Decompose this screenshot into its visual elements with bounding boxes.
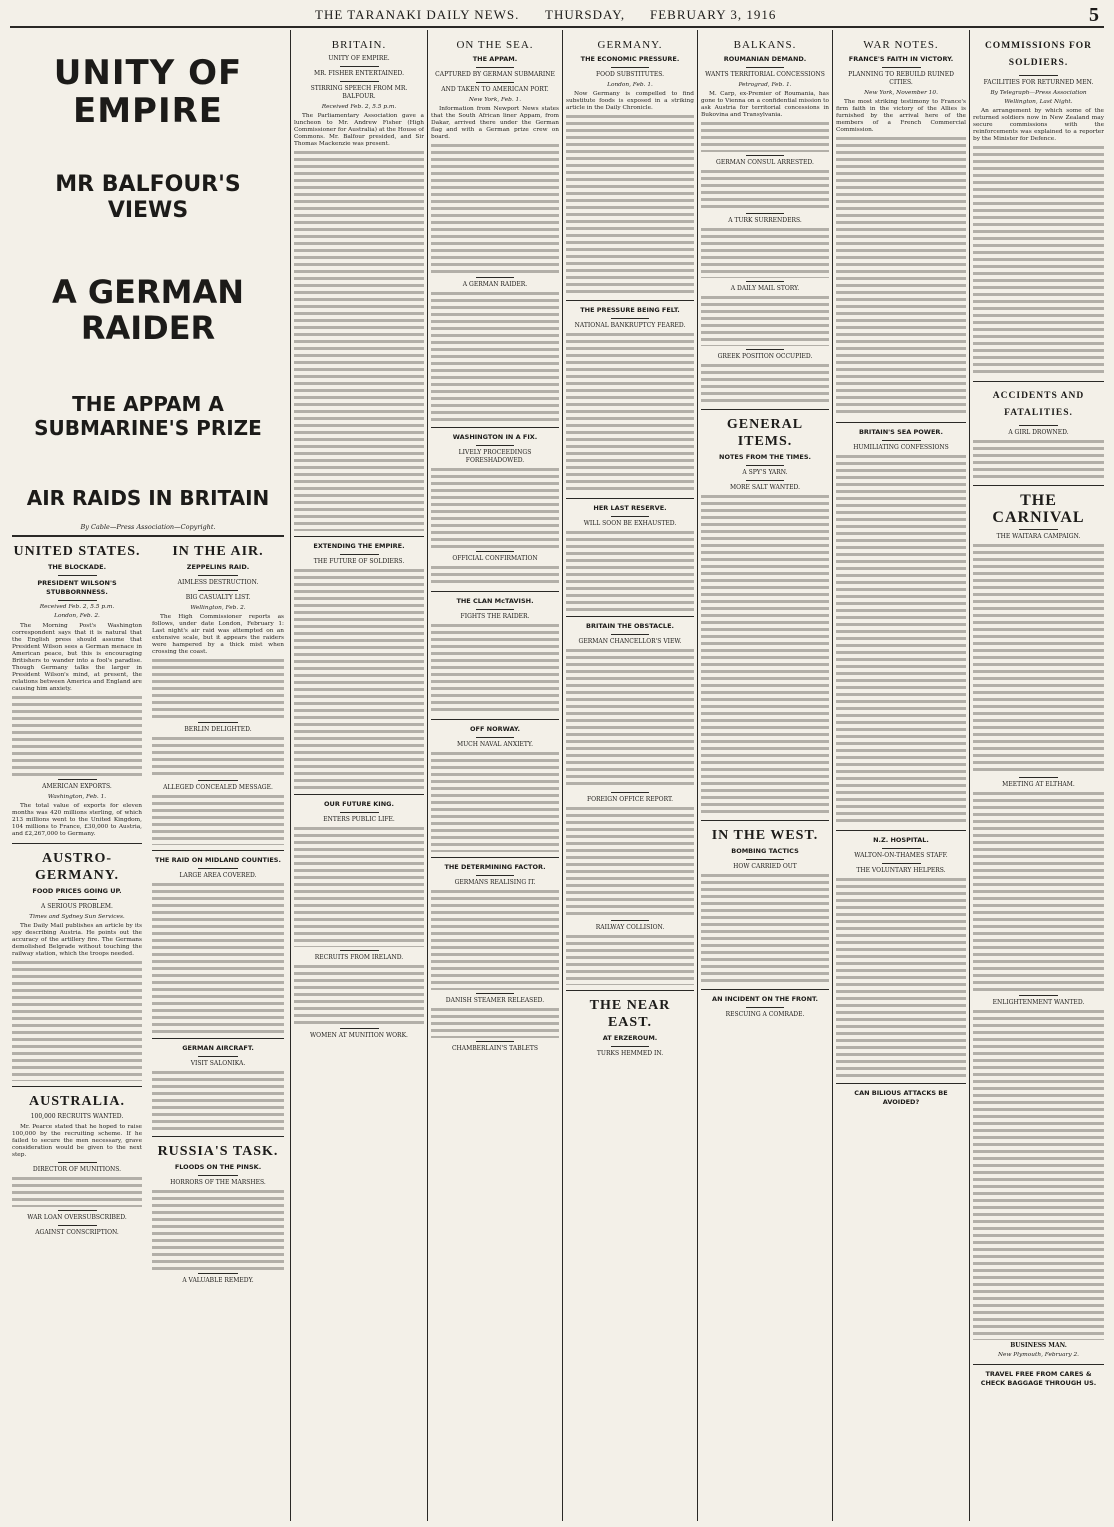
- column-8: [973, 32, 1104, 1521]
- subhead-marshes: HORRORS OF THE MARSHES.: [170, 1179, 266, 1187]
- article-text: The Parliamentary Association gave a luncheon to Mr. Andrew Fisher (High Commissioner for Australia) at the House of Commons. Mr. Balfour presided, and Sir Thomas Mackenzie was present.: [294, 113, 424, 148]
- subhead-fisher: MR. FISHER ENTERTAINED.: [313, 70, 405, 77]
- headline-balkans: BALKANS.: [733, 39, 797, 51]
- subhead-blockade: THE BLOCKADE.: [47, 563, 107, 572]
- subhead-clan-mctavish: THE CLAN McTAVISH.: [456, 597, 534, 606]
- subhead-eltham: MEETING AT ELTHAM.: [1002, 781, 1075, 789]
- subhead-food-prices: FOOD PRICES GOING UP.: [32, 886, 122, 895]
- subhead-lively: LIVELY PROCEEDINGS FORESHADOWED.: [458, 449, 532, 465]
- column-1: [12, 537, 142, 1240]
- subhead-bilious: CAN BILIOUS ATTACKS BE AVOIDED?: [854, 1089, 948, 1107]
- letter-place: New Plymouth, February 2.: [997, 1351, 1080, 1358]
- subhead-future-king: OUR FUTURE KING.: [324, 800, 394, 809]
- subhead-recruits: 100,000 RECRUITS WANTED.: [30, 1113, 124, 1121]
- headline-in-the-west: IN THE WEST.: [711, 828, 819, 844]
- subhead-future-soldiers: THE FUTURE OF SOLDIERS.: [313, 558, 405, 566]
- subhead-washington: WASHINGTON IN A FIX.: [452, 433, 538, 442]
- subhead-naval-anxiety: MUCH NAVAL ANXIETY.: [456, 741, 534, 749]
- dateline: New York, Feb. 1.: [468, 97, 522, 103]
- article-text: M. Carp, ex-Premier of Roumania, has gone to Vienna on a confidential mission to ask Austria for territorial concessions in Bukovina and Transylvania.: [701, 91, 829, 119]
- subhead-concealed: ALLEGED CONCEALED MESSAGE.: [163, 784, 273, 792]
- dateline: Wellington, Last Night.: [1004, 99, 1073, 106]
- headline-general-items: GENERAL ITEMS.: [726, 417, 804, 450]
- dateline: Petrograd, Feb. 1.: [738, 82, 792, 88]
- subhead-turks-hemmed: TURKS HEMMED IN.: [596, 1050, 664, 1058]
- banner-headline-1: UNITY OF EMPIRE: [53, 53, 243, 131]
- subhead-greek-position: GREEK POSITION OCCUPIED.: [717, 353, 813, 361]
- subhead-balfour: STIRRING SPEECH FROM MR. BALFOUR.: [310, 85, 408, 100]
- column-2: [152, 537, 284, 1288]
- subhead-chamberlains: CHAMBERLAIN'S TABLETS: [451, 1045, 539, 1053]
- subhead-german-aircraft: GERMAN AIRCRAFT.: [182, 1044, 254, 1053]
- subhead-germans-realising: GERMANS REALISING IT.: [454, 879, 536, 887]
- subhead-waitara: THE WAITARA CAMPAIGN.: [996, 533, 1081, 541]
- advert-baggage: TRAVEL FREE FROM CARES & CHECK BAGGAGE THROUGH US.: [980, 1369, 1097, 1387]
- article-text: The total value of exports for eleven months was 420 millions sterling, of which 213 millions went to the United Kingdom, 104 millions to France, £30,000 to Austria, and £2,267,000 to Germany.: [12, 802, 142, 837]
- subhead-incident: AN INCIDENT ON THE FRONT.: [712, 995, 818, 1004]
- subhead-enlightenment: ENLIGHTENMENT WANTED.: [992, 999, 1085, 1007]
- article-text: The Morning Post's Washington correspondent says that it is natural that the English press should assume that President Wilson sees a German menace in American peace, but this is encouraging Britishers to wander into a fool's paradise. Though Germany talks the larger in President Wilson's mind, at present, the relations between America and England are causing him anxiety.: [12, 622, 142, 692]
- subhead-erzeroum: AT ERZEROUM.: [602, 1034, 658, 1043]
- subhead-salonika: VISIT SALONIKA.: [190, 1060, 246, 1068]
- headline-near-east: THE NEAR EAST.: [589, 998, 671, 1031]
- dateline: New York, November 10.: [864, 90, 938, 96]
- subhead-bankruptcy: NATIONAL BANKRUPTCY FEARED.: [574, 322, 686, 330]
- dateline: Received Feb. 2, 5.5 p.m.: [321, 104, 397, 110]
- subhead-danish-steamer: DANISH STEAMER RELEASED.: [445, 997, 545, 1005]
- subhead-extending: EXTENDING THE EMPIRE.: [313, 542, 405, 551]
- subhead-appam: THE APPAM.: [472, 55, 518, 63]
- banner-headline-3: A GERMAN RAIDER: [51, 273, 245, 347]
- headline-on-the-sea: ON THE SEA.: [456, 39, 534, 51]
- banner-headline-2: MR BALFOUR'S VIEWS: [55, 172, 241, 223]
- subhead-returned-men: FACILITIES FOR RETURNED MEN.: [983, 79, 1094, 86]
- subhead-walton: WALTON-ON-THAMES STAFF.: [854, 852, 948, 860]
- subhead-midland: THE RAID ON MIDLAND COUNTIES.: [155, 856, 281, 865]
- subhead-confessions: HUMILIATING CONFESSIONS: [853, 444, 949, 452]
- headline-russias-task: RUSSIA'S TASK.: [157, 1144, 279, 1160]
- subhead-rescuing: RESCUING A COMRADE.: [725, 1011, 805, 1019]
- column-3: [294, 32, 424, 1521]
- article-text: The most striking testimony to France's firm faith in the victory of the Allies is furnished by the arrival here of the members of a French Commercial Commission.: [836, 99, 966, 134]
- masthead-date: FEBRUARY 3, 1916: [650, 7, 777, 22]
- article-text: The Daily Mail publishes an article by its spy describing Austria. He points out the accuracy of the artillery fire. The Germans demolished Belgrade without touching the railway station, which the troops needed.: [12, 923, 142, 958]
- subhead-chancellor: GERMAN CHANCELLOR'S VIEW.: [578, 638, 682, 646]
- subhead-sea-power: BRITAIN'S SEA POWER.: [858, 428, 944, 437]
- headline-war-notes: WAR NOTES.: [863, 39, 939, 51]
- subhead-serious-problem: A SERIOUS PROBLEM.: [41, 902, 113, 910]
- subhead-carried-out: HOW CARRIED OUT: [733, 863, 797, 871]
- article-text: Information from Newport News states that the South African liner Appam, from Dakar, arrived there under the German flag and with a German prize crew on board.: [431, 106, 559, 141]
- headline-commissions: COMMISSIONS FOR SOLDIERS.: [984, 41, 1093, 68]
- subhead-territorial: WANTS TERRITORIAL CONCESSIONS: [705, 71, 825, 78]
- subhead-german-raider: A GERMAN RAIDER.: [462, 281, 528, 289]
- dateline: London, Feb. 1.: [607, 82, 653, 88]
- letter-signature: BUSINESS MAN.: [1010, 1342, 1067, 1350]
- dateline: Received Feb. 2, 5.5 p.m.: [39, 604, 115, 611]
- subhead-wilson: PRESIDENT WILSON'S STUBBORNNESS.: [37, 579, 117, 597]
- column-7: [836, 32, 966, 1521]
- headline-australia: AUSTRALIA.: [29, 1094, 125, 1110]
- subhead-women-munitions: WOMEN AT MUNITION WORK.: [310, 1032, 408, 1040]
- subhead-food-substitutes: FOOD SUBSTITUTES.: [595, 71, 665, 78]
- subhead-off-norway: OFF NORWAY.: [469, 725, 521, 734]
- subhead-public-life: ENTERS PUBLIC LIFE.: [323, 816, 395, 824]
- column-5: [566, 32, 694, 1521]
- subhead-director-munitions: DIRECTOR OF MUNITIONS.: [32, 1166, 122, 1174]
- subhead-remedy: A VALUABLE REMEDY.: [182, 1277, 254, 1285]
- banner-byline: By Cable—Press Association—Copyright.: [80, 523, 216, 531]
- dateline: Times and Sydney Sun Services.: [29, 913, 125, 920]
- article-text-filler: [12, 961, 142, 1081]
- subhead-voluntary: THE VOLUNTARY HELPERS.: [856, 867, 946, 875]
- subhead-roumanian: ROUMANIAN DEMAND.: [723, 55, 807, 63]
- subhead-confirmation: OFFICIAL CONFIRMATION: [452, 555, 538, 563]
- page-number: 5: [1089, 4, 1100, 26]
- masthead-rule: [10, 26, 1104, 28]
- subhead-large-area: LARGE AREA COVERED.: [179, 872, 257, 880]
- dateline: Wellington, Feb. 2.: [190, 605, 246, 612]
- subhead-railway-collision: RAILWAY COLLISION.: [595, 924, 665, 932]
- headline-carnival: THE CARNIVAL: [992, 492, 1085, 527]
- masthead-day: THURSDAY,: [545, 7, 626, 22]
- subhead-foreign-office: FOREIGN OFFICE REPORT.: [586, 796, 674, 804]
- headline-austro-germany: AUSTRO-GERMANY.: [34, 850, 120, 883]
- subhead-recruits-ireland: RECRUITS FROM IRELAND.: [314, 954, 404, 962]
- subhead-determining: THE DETERMINING FACTOR.: [444, 863, 546, 872]
- subhead-notes-times: NOTES FROM THE TIMES.: [719, 453, 811, 462]
- subhead-berlin: BERLIN DELIGHTED.: [184, 726, 252, 734]
- subhead-aimless: AIMLESS DESTRUCTION.: [177, 579, 259, 587]
- subhead-against-conscription: AGAINST CONSCRIPTION.: [35, 1229, 119, 1237]
- newspaper-title: THE TARANAKI DAILY NEWS.: [315, 7, 520, 22]
- subhead-frances-faith: FRANCE'S FAITH IN VICTORY.: [848, 55, 954, 63]
- subhead-american-exports: AMERICAN EXPORTS.: [42, 782, 112, 790]
- article-text: The High Commissioner reports as follows, under date London, February 1: Last night's air raid was attempted on an extensive scale, but it appears the raiders were hampered by a thick mist when crossing the coast.: [152, 614, 284, 656]
- subhead-daily-mail: A DAILY MAIL STORY.: [730, 285, 800, 293]
- subhead-britain-obstacle: BRITAIN THE OBSTACLE.: [586, 622, 674, 631]
- subhead-exhausted: WILL SOON BE EXHAUSTED.: [583, 520, 677, 528]
- article-text-filler: [12, 696, 142, 776]
- subhead-floods: FLOODS ON THE PINSK.: [174, 1163, 262, 1172]
- dateline: London, Feb. 2.: [54, 613, 100, 620]
- headline-accidents: ACCIDENTS AND FATALITIES.: [992, 391, 1085, 419]
- subhead-consul-arrested: GERMAN CONSUL ARRESTED.: [716, 159, 814, 167]
- subhead-zeppelins: ZEPPELINS RAID.: [186, 563, 250, 572]
- banner-headline-5: AIR RAIDS IN BRITAIN: [26, 486, 270, 510]
- masthead: [10, 4, 1104, 26]
- subhead-american-port: AND TAKEN TO AMERICAN PORT.: [441, 86, 549, 93]
- column-6: [701, 32, 829, 1521]
- headline-britain: BRITAIN.: [331, 39, 387, 51]
- headline-in-the-air: IN THE AIR.: [172, 544, 264, 560]
- column-4: [431, 32, 559, 1521]
- headline-germany: GERMANY.: [597, 39, 663, 51]
- subhead-fights-raider: FIGHTS THE RAIDER.: [460, 613, 530, 621]
- article-text: An arrangement by which some of the returned soldiers now in New Zealand may secure commissions with the reinforcements was explained to a reporter by the Minister for Defence.: [973, 108, 1104, 143]
- dateline: By Telegraph—Press Association: [990, 90, 1087, 96]
- subhead-war-loan: WAR LOAN OVERSUBSCRIBED.: [27, 1214, 127, 1222]
- subhead-bombing: BOMBING TACTICS: [731, 847, 799, 856]
- subhead-girl-drowned: A GIRL DROWNED.: [1008, 429, 1069, 437]
- subhead-turk-surrenders: A TURK SURRENDERS.: [728, 217, 802, 225]
- article-text: Mr. Pearce stated that he hoped to raise 100,000 by the recruiting scheme. If he failed to secure the men necessary, grave consideration would be given to the next step.: [12, 1124, 142, 1159]
- subhead-pressure-felt: THE PRESSURE BEING FELT.: [580, 306, 680, 315]
- subhead-nz-hospital: N.Z. HOSPITAL.: [873, 836, 929, 845]
- subhead-last-reserve: HER LAST RESERVE.: [593, 504, 667, 513]
- subhead-captured: CAPTURED BY GERMAN SUBMARINE: [435, 71, 555, 78]
- banner-column: [12, 32, 284, 1521]
- banner-headline-4: THE APPAM A SUBMARINE'S PRIZE: [34, 392, 262, 440]
- headline-united-states: UNITED STATES.: [13, 544, 141, 560]
- dateline: Washington, Feb. 1.: [47, 793, 107, 800]
- subhead-spys-yarn: A SPY'S YARN.: [742, 469, 788, 477]
- subhead-salt: MORE SALT WANTED.: [729, 484, 801, 492]
- subhead-economic: THE ECONOMIC PRESSURE.: [580, 55, 680, 63]
- article-text: Now Germany is compelled to find substitute foods is exposed in a striking article in the Daily Chronicle.: [566, 91, 694, 112]
- subhead-rebuild: PLANNING TO REBUILD RUINED CITIES.: [848, 71, 954, 86]
- subhead-unity: UNITY OF EMPIRE.: [328, 55, 390, 62]
- subhead-casualty: BIG CASUALTY LIST.: [185, 594, 251, 602]
